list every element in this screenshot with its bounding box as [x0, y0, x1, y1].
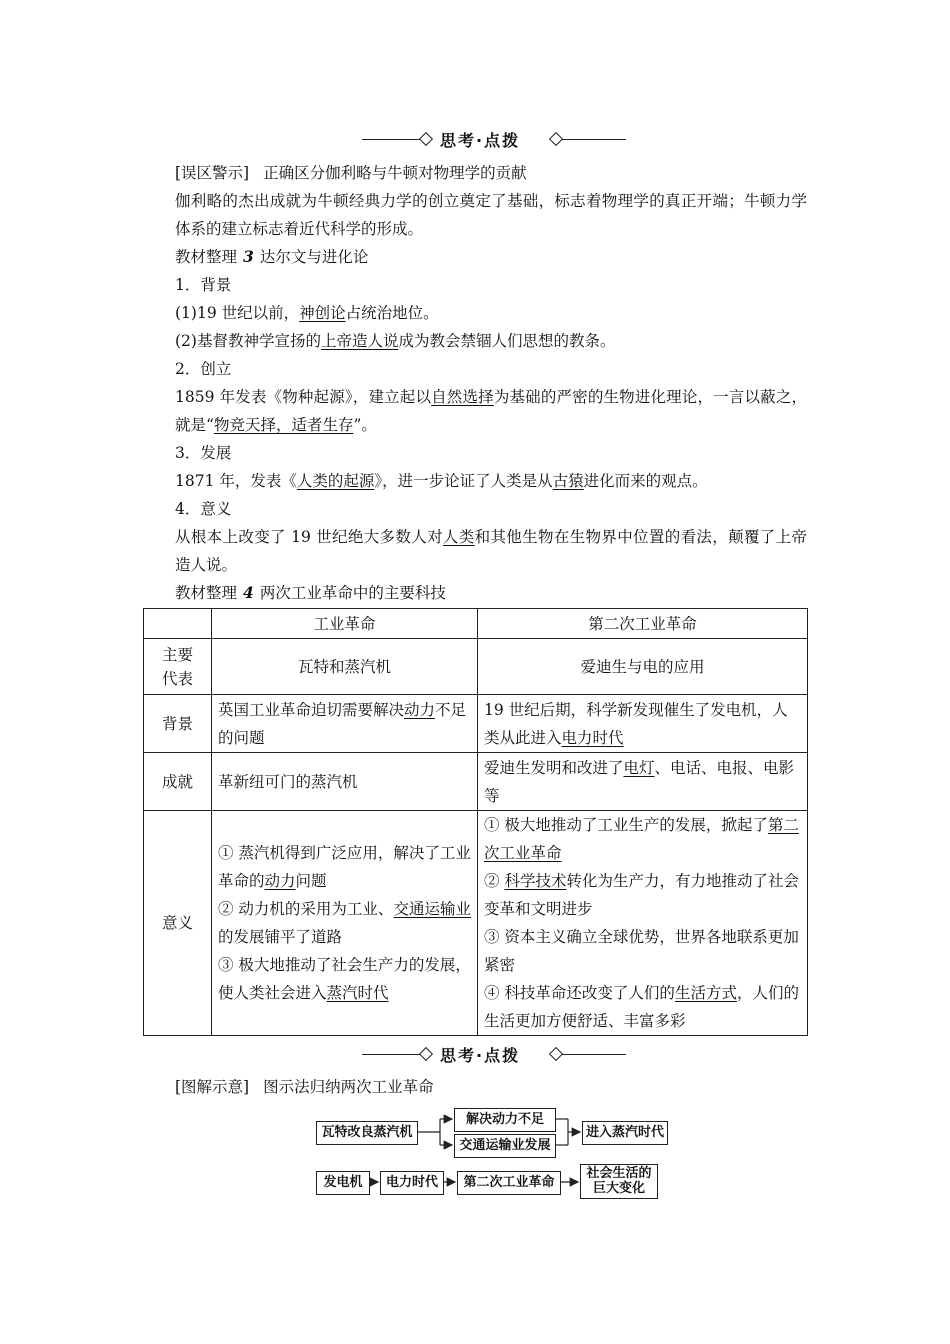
- table-cell: ① 蒸汽机得到广泛应用，解决了工业革命的动力问题 ② 动力机的采用为工业、交通运输业的发展铺平了道路 ③ 极大地推动了社会生产力的发展，使人类社会进入蒸汽时代: [212, 811, 478, 1036]
- table-row-label: 成就: [144, 753, 212, 811]
- diagram-title: 图示法归纳两次工业革命: [263, 1078, 434, 1096]
- diagram-box-second-revolution: 第二次工业革命: [457, 1171, 561, 1195]
- table-row: [144, 639, 808, 695]
- section3-p3: 1859 年发表《物种起源》，建立起以自然选择为基础的严密的生物进化理论，一言以蔽之，就是“物竞天择，适者生存”。: [175, 388, 807, 434]
- table-cell: 19 世纪后期，科学新发现催生了发电机，人类从此进入电力时代: [478, 695, 808, 753]
- section4-heading: 教材整理 4 两次工业革命中的主要科技: [175, 583, 446, 602]
- section-header-title: 思考·点拨: [440, 131, 521, 150]
- section4-title: 两次工业革命中的主要科技: [259, 584, 446, 602]
- table-col-header: 第二次工业革命: [478, 609, 808, 639]
- warning-tag: [误区警示]: [175, 164, 250, 182]
- warning-body: 伽利略的杰出成就为牛顿经典力学的创立奠定了基础，标志着物理学的真正开端；牛顿力学体系的建立标志着近代科学的形成。: [175, 192, 807, 238]
- section3-h2: 2．创立: [175, 360, 232, 378]
- table-header-row: [144, 609, 808, 639]
- section3-h4: 4．意义: [175, 500, 232, 518]
- revolution-table: [143, 608, 808, 1036]
- table-row-label: 意义: [144, 811, 212, 1036]
- table-row: [144, 753, 808, 811]
- table-cell: 英国工业革命迫切需要解决动力不足的问题: [212, 695, 478, 753]
- section3-title: 达尔文与进化论: [259, 248, 369, 266]
- diagram-box-watt: 瓦特改良蒸汽机: [316, 1121, 418, 1145]
- section3-p5: 从根本上改变了 19 世纪绝大多数人对人类和其他生物在生物界中位置的看法，颠覆了上帝造人说。: [175, 528, 807, 574]
- table-cell: 爱迪生与电的应用: [478, 639, 808, 695]
- diagram-box-generator: 发电机: [316, 1171, 370, 1195]
- diagram-intro: [143, 1073, 839, 1101]
- table-col-header: 工业革命: [212, 609, 478, 639]
- table-row-label: 主要代表: [144, 639, 212, 695]
- table-cell: 爱迪生发明和改进了电灯、电话、电报、电影等: [478, 753, 808, 811]
- diagram-box-electric-age: 电力时代: [380, 1171, 444, 1195]
- section3-number: 3: [243, 247, 254, 266]
- diagram-tag: [图解示意]: [175, 1078, 250, 1096]
- diagram-box-social-change: 社会生活的 巨大变化: [580, 1164, 658, 1199]
- diagram-box-power: 解决动力不足: [454, 1108, 556, 1132]
- section-header-title: 思考·点拨: [440, 1046, 521, 1065]
- section3-h3: 3．发展: [175, 444, 232, 462]
- warning-title: 正确区分伽利略与牛顿对物理学的贡献: [263, 164, 527, 182]
- section-header-1: [0, 128, 950, 150]
- section3-p2: (2)基督教神学宣扬的上帝造人说成为教会禁锢人们思想的教条。: [175, 332, 616, 350]
- section3-h1: 1．背景: [175, 276, 232, 294]
- diagram-box-steam-age: 进入蒸汽时代: [582, 1121, 668, 1145]
- table-row-label: 背景: [144, 695, 212, 753]
- diagram-box-transport: 交通运输业发展: [454, 1134, 556, 1158]
- section-header-2: [0, 1043, 950, 1065]
- table-cell: 瓦特和蒸汽机: [212, 639, 478, 695]
- section3-p1: (1)19 世纪以前，神创论占统治地位。: [175, 304, 439, 322]
- section3-p4: 1871 年，发表《人类的起源》，进一步论证了人类是从古猿进化而来的观点。: [175, 472, 708, 490]
- table-cell: 革新纽可门的蒸汽机: [212, 753, 478, 811]
- table-row: [144, 695, 808, 753]
- warning-heading: [143, 159, 839, 187]
- section3-heading: 教材整理 3 达尔文与进化论: [175, 247, 369, 266]
- table-cell: ① 极大地推动了工业生产的发展，掀起了第二次工业革命 ② 科学技术转化为生产力，有力地推动了社会变革和文明进步 ③ 资本主义确立全球优势，世界各地联系更加紧密 ④ 科技革命还改变了人们的生活方式，人们的生活更加方便舒适、丰富多彩: [478, 811, 808, 1036]
- section4-number: 4: [243, 583, 254, 602]
- table-row: [144, 811, 808, 1036]
